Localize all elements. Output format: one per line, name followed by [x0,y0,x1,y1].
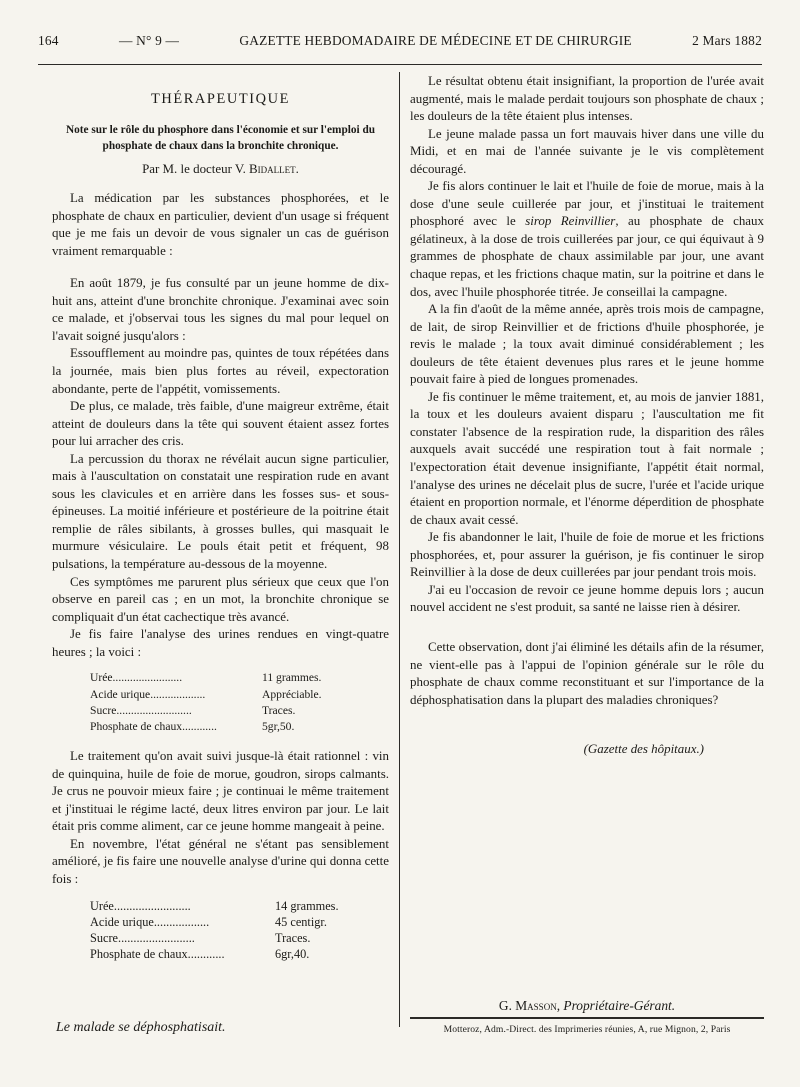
table-value: 45 centigr. [275,914,327,929]
author-line [52,160,389,178]
product-name: sirop Reinvillier [525,213,616,229]
paragraph: A la fin d'août de la même année, après trois mois de campagne, de lait, de sirop Reinvillier et de frictions d'huile phosphorée, je revis le malade ; la toux avait diminué considérablement ; les douleurs de tête étaient devenues plus rares et le jeune homme pouvait faire à pied de longues promenades. [410,301,764,387]
spacer [410,616,764,638]
paragraph: Je fis abandonner le lait, l'huile de foie de morue et les frictions phosphorées, et, pour assurer la guérison, je fis continuer le sirop Reinvillier à la dose de deux cuillerées par jour pendant trois mois. [410,529,764,580]
table-row [90,946,389,962]
journal-title: GAZETTE HEBDOMADAIRE DE MÉDECINE ET DE CHIRURGIE [239,33,632,48]
closing-line: Le malade se déphosphatisait. [56,1020,226,1035]
table-key: Sucre......................... [90,930,195,945]
table-value: 14 grammes. [275,898,339,913]
author-name: Bidallet. [249,160,299,176]
signature-name: G. Masson, [498,998,561,1013]
paragraph [410,177,764,300]
table-value: Appréciable. [262,687,322,701]
header-rule [38,64,762,65]
paragraph: Le résultat obtenu était insignifiant, la proportion de l'urée avait augmenté, mais le malade perdait toujours son phosphate de chaux ; les douleurs de la tête étaient plus intenses. [410,73,764,124]
left-column [52,72,389,1072]
right-column [410,72,764,1072]
conclusion-paragraph: Cette observation, dont j'ai éliminé les détails afin de la résumer, ne vient-elle pas à l'appui de l'opinion générale sur le rôle du phosphate de chaux comme reconstituant et sur l'importance de la déphosphatisation dans la plupart des maladies chroniques? [410,638,764,707]
column-divider [399,72,400,1027]
urine-analysis-table-1 [90,670,389,735]
source-citation: (Gazette des hôpitaux.) [583,741,704,757]
table-row [90,898,389,914]
running-header [38,33,762,55]
table-key: Sucre.......................... [90,703,192,717]
paragraph: En août 1879, je fus consulté par un jeune homme de dix-huit ans, atteint d'une bronchite chronique. J'examinai avec soin ce malade, et j'observai tous les signes du mal pour lequel on l'avait soigné jusqu'alors : [52,275,389,343]
printer-imprint: Motteroz, Adm.-Direct. des Imprimeries réunies, A, rue Mignon, 2, Paris [443,1024,731,1035]
table-row [90,719,389,735]
paragraph: Le jeune malade passa un fort mauvais hiver dans une ville du Midi, et en mai de l'année suivante je le vis complètement découragé. [410,125,764,176]
page-number: 164 [38,33,59,48]
table-row [90,914,389,930]
table-value: 6gr,40. [275,947,310,962]
section-title: THÉRAPEUTIQUE [150,91,291,107]
paragraph: De plus, ce malade, très faible, d'une maigreur extrême, était atteint de douleurs dans la tête qui souvent étaient assez fortes pour lui arracher des cris. [52,398,389,449]
table-row [90,930,389,946]
table-row [90,687,389,703]
author-prefix: Par M. le docteur V. [142,160,250,176]
issue-date: 2 Mars 1882 [692,33,762,48]
table-value: Traces. [262,703,296,717]
paragraph: J'ai eu l'occasion de revoir ce jeune homme depuis lors ; aucun nouvel accident ne s'est produit, sa santé ne laisse rien à désirer. [410,581,764,615]
paragraph: Le traitement qu'on avait suivi jusque-là était rationnel : vin de quinquina, huile de foie de morue, goudron, sirops calmants. Je crus ne pouvoir mieux faire ; je continuai le même traitement et j'instituai le régime lacté, deux litres environ par jour. Le lait était pris comme aliment, car ce jeune homme mangeait à peine. [52,748,389,834]
table-key: Urée........................ [90,671,183,685]
footer-rule [410,1017,764,1019]
table-key: Acide urique................... [90,687,206,701]
table-row [90,703,389,719]
text-run: Je fis alors continuer le lait et l'huile de foie de morue, mais à la dose d'une seule cuillerée par jour, et j'instituai le traitement phosphoré avec le [410,178,764,229]
table-key: Urée......................... [90,898,191,913]
text-run: , au phosphate de chaux gélatineux, à la dose de trois cuillerées par jour, ce qui équivaut à 9 grammes de phosphate de chaux assimilable par jour, une avant chaque repas, et les frictions chaque matin, sur la poitrine et dans le dos, avec l'huile phosphorée titrée. Je conseillai la campagne. [410,213,764,299]
table-key: Acide urique.................. [90,914,210,929]
table-key: Phosphate de chaux............ [90,947,225,962]
table-value: 5gr,50. [262,719,295,733]
paragraph: Je fis faire l'analyse des urines rendues en vingt-quatre heures ; la voici : [52,626,389,659]
paragraph: Ces symptômes me parurent plus sérieux que ceux que l'on observe en pareil cas ; en un mot, la bronchite chronique se compliquait d'un état cachectique très avancé. [52,573,389,624]
paragraph: Essoufflement au moindre pas, quintes de toux répétées dans la journée, mais bien plus fortes au réveil, expectoration abondante, perte de l'appétit, vomissements. [52,345,389,396]
issue-number: — N° 9 — [118,33,180,48]
urine-analysis-table-2 [90,898,389,963]
intro-paragraph: La médication par les substances phosphorées, et le phosphate de chaux en particulier, devient d'un usage si fréquent que je me fais un devoir de vous signaler un cas de guérison vraiment remarquable : [52,190,389,258]
publisher-signature [410,998,764,1014]
paragraph: Je fis continuer le même traitement, et, au mois de janvier 1881, la toux et les douleurs avaient disparu ; l'auscultation me fit constater l'absence de la respiration rude, la disparition des râles auxquels avait succédé une respiration tout à fait normale ; l'expectoration était devenue insignifiante, l'appétit était normal, l'analyse des urines ne décelait plus de sucre, l'urée et l'acide urique étaient en proportion normale, et l'énorme déperdition de phosphate de chaux avait cessé. [410,388,764,527]
table-value: 11 grammes. [262,671,322,685]
signature-role: Propriétaire-Gérant. [560,998,676,1013]
table-row [90,670,389,686]
paragraph: En novembre, l'état général ne s'étant pas sensiblement amélioré, je fis faire une nouvelle analyse d'urine qui donna cette fois : [52,835,389,886]
article-title: Note sur le rôle du phosphore dans l'économie et sur l'emploi du phosphate de chaux dans la bronchite chronique. [65,123,376,152]
table-key: Phosphate de chaux............ [90,719,217,733]
spacer [52,259,389,274]
table-value: Traces. [275,930,311,945]
paragraph: La percussion du thorax ne révélait aucun signe particulier, mais à l'auscultation on constatait une respiration rude en avant sous les clavicules et en arrière dans les fosses sus- et sous-épineuses. La moitié inférieure et postérieure de la poitrine était remplie de râles sibilants, à grosses bulles, qui masquait le murmure vésiculaire. Le pouls était petit et fréquent, 98 pulsations, la température au-dessous de la moyenne. [52,450,389,572]
